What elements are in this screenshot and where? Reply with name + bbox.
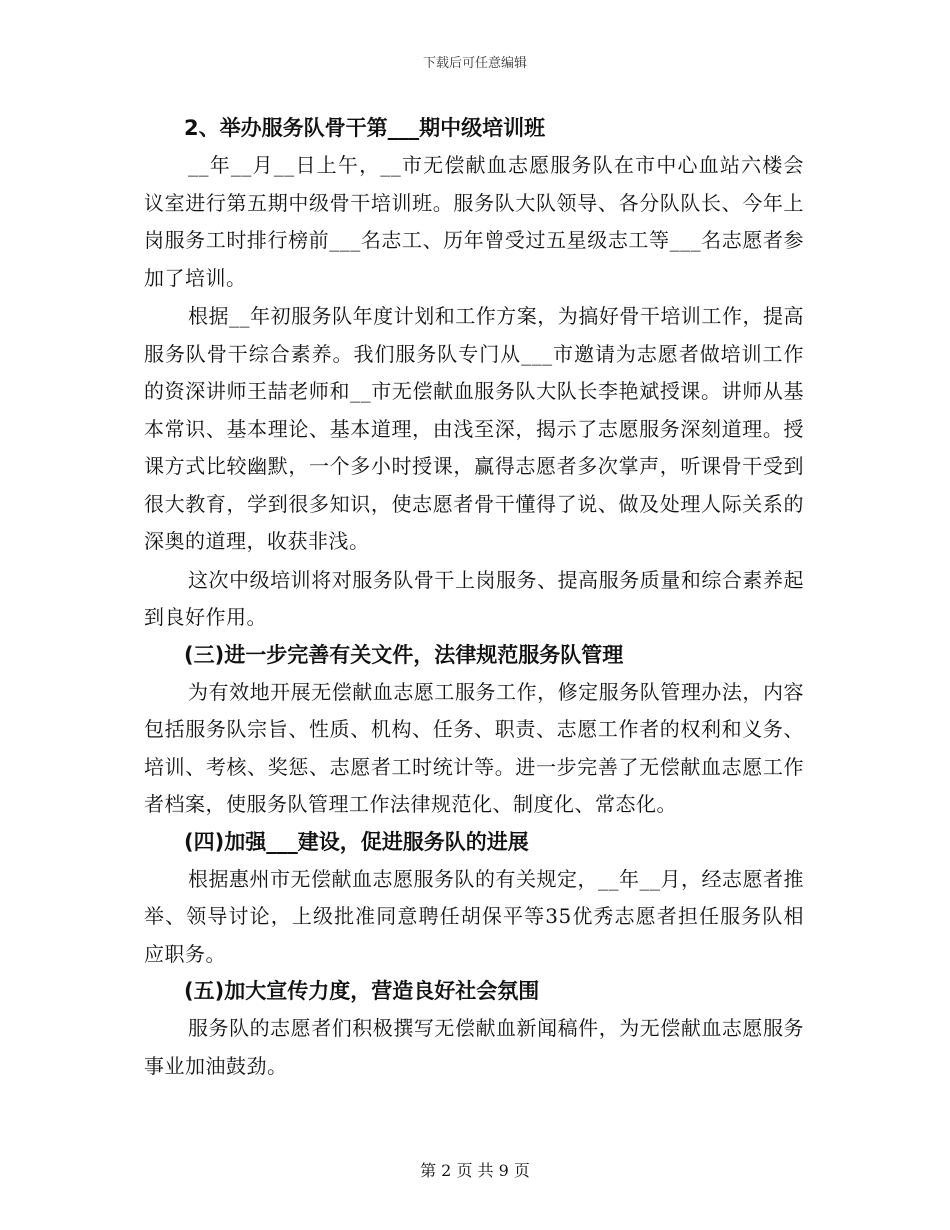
paragraph: 为有效地开展无偿献血志愿工服务工作，修定服务队管理办法，内容包括服务队宗旨、性质、机构、任务、职责、志愿工作者的权利和义务、培训、考核、奖惩、志愿者工时统计等。进一步完善了无偿献血志愿工作者档案，使服务队管理工作法律规范化、制度化、常态化。 bbox=[144, 679, 804, 816]
section-heading: (五)加大宣传力度，营造良好社会氛围 bbox=[184, 979, 540, 1003]
section-heading: 2、举办服务队骨干第___期中级培训班 bbox=[184, 116, 546, 140]
paragraph: 根据__年初服务队年度计划和工作方案，为搞好骨干培训工作，提高服务队骨干综合素养。我们服务队专门从___市邀请为志愿者做培训工作的资深讲师王喆老师和__市无偿献血服务队大队长李艳斌授课。讲师从基本常识、基本理论、基本道理，由浅至深，揭示了志愿服务深刻道理。授课方式比较幽默，一个多小时授课，赢得志愿者多次掌声，听课骨干受到很大教育，学到很多知识，使志愿者骨干懂得了说、做及处理人际关系的深奥的道理，收获非浅。 bbox=[144, 304, 804, 553]
paragraph: 服务队的志愿者们积极撰写无偿献血新闻稿件，为无偿献血志愿服务事业加油鼓劲。 bbox=[144, 1016, 804, 1078]
page-footer: 第 2 页 共 9 页 bbox=[420, 1161, 530, 1180]
page-header: 下载后可任意编辑 bbox=[422, 56, 527, 71]
section-heading: (三)进一步完善有关文件，法律规范服务队管理 bbox=[184, 642, 624, 667]
paragraph: __年__月__日上午，__市无偿献血志愿服务队在市中心血站六楼会议室进行第五期中级骨干培训班。服务队大队领导、各分队队长、今年上岗服务工时排行榜前___名志工、历年曾受过五星级志工等___名志愿者参加了培训。 bbox=[144, 153, 804, 290]
paragraph: 这次中级培训将对服务队骨干上岗服务、提高服务质量和综合素养起到良好作用。 bbox=[144, 567, 804, 629]
section-heading: (四)加强___建设，促进服务队的进展 bbox=[184, 829, 529, 854]
paragraph: 根据惠州市无偿献血志愿服务队的有关规定，__年__月，经志愿者推举、领导讨论，上级批准同意聘任胡保平等35优秀志愿者担任服务队相应职务。 bbox=[144, 866, 804, 966]
document-body bbox=[144, 110, 804, 1085]
